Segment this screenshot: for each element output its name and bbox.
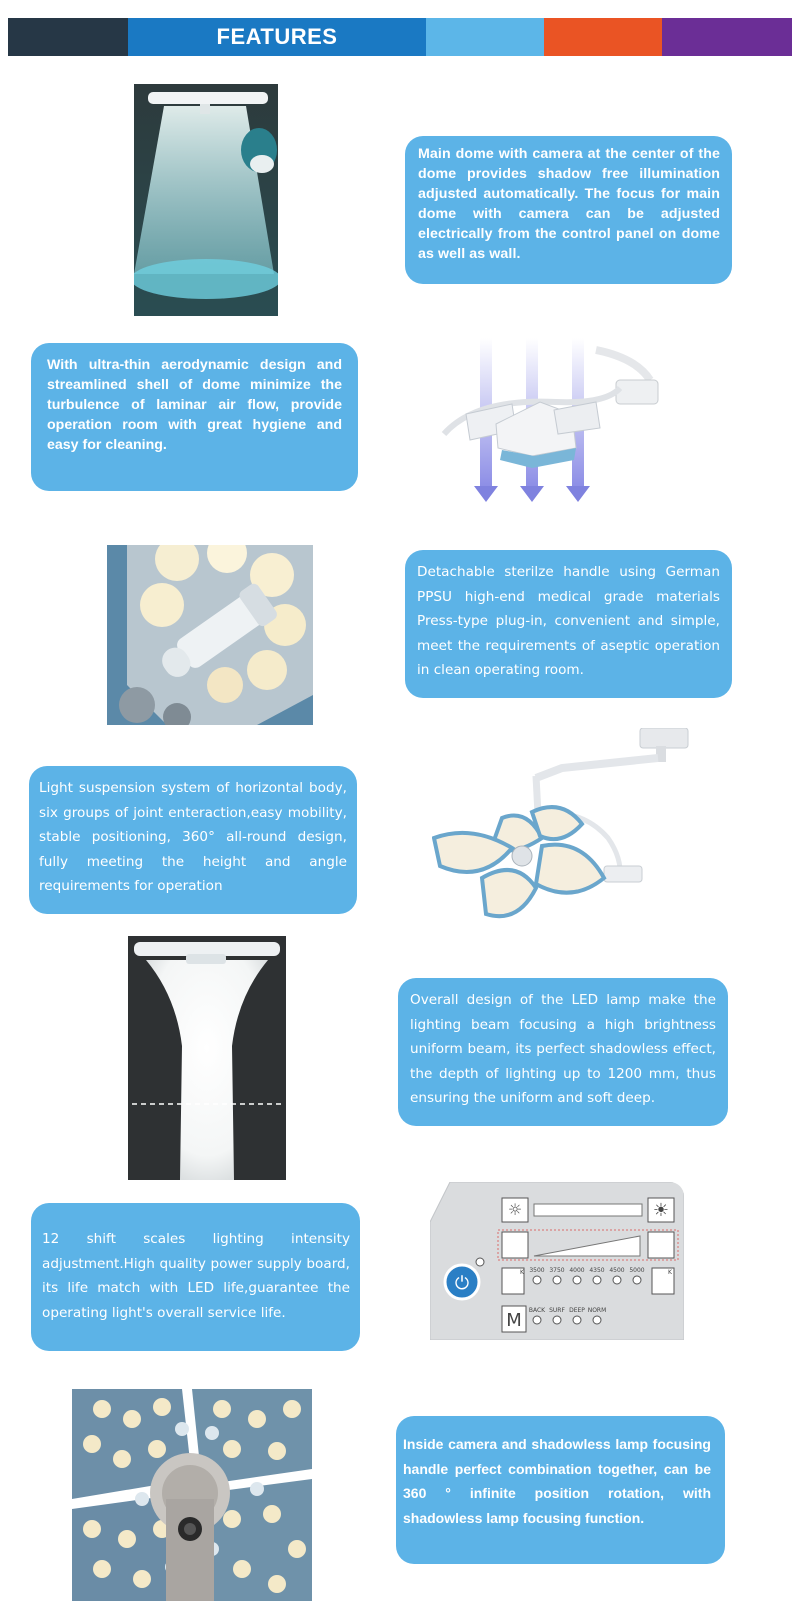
mode-label: BACK	[528, 1307, 546, 1314]
temp-unit-label: K	[520, 1269, 524, 1276]
control-panel-illustration	[430, 1182, 684, 1340]
four-head-lamp-illustration	[432, 728, 704, 928]
handle-closeup-photo	[107, 545, 313, 725]
header-orange-segment	[544, 18, 662, 56]
temp-scale-label: 3750	[549, 1267, 565, 1274]
mode-label: SURF	[549, 1307, 565, 1314]
feature-bubble-1: Main dome with camera at the center of the dome provides shadow free illumination adjusted automatically. The focus for main dome with camera can be adjusted electrically from the control panel on dome as well as wall.	[405, 136, 732, 284]
mode-label: DEEP	[569, 1307, 585, 1314]
temp-scale-label: 4350	[589, 1267, 605, 1274]
feature-bubble-6: 12 shift scales lighting intensity adjustment.High quality power supply board, its life match with LED life,guarantee the operating light's overall service life.	[31, 1203, 360, 1351]
header-title: FEATURES	[128, 18, 426, 56]
feature-bubble-2: With ultra-thin aerodynamic design and streamlined shell of dome minimize the turbulence of laminar air flow, provide operation room with great hygiene and easy for cleaning.	[31, 343, 358, 491]
mode-button-label: M	[506, 1310, 522, 1331]
svg-text:☀: ☀	[652, 1200, 670, 1221]
temp-scale-label: 4500	[609, 1267, 625, 1274]
light-beam-depth-photo	[128, 936, 286, 1180]
header-dark-segment	[8, 18, 128, 56]
svg-text:⏻: ⏻	[454, 1273, 470, 1294]
mode-label: NORM	[587, 1307, 607, 1314]
svg-text:☼: ☼	[507, 1200, 523, 1219]
temp-unit-label: K	[668, 1269, 672, 1276]
feature-bubble-3: Detachable sterilze handle using German PPSU high-end medical grade materials Press-type plug-in, convenient and simple, meet the requirements of aseptic operation in clean operating room.	[405, 550, 732, 698]
temp-scale-label: 3500	[529, 1267, 545, 1274]
header-light-segment	[426, 18, 544, 56]
header-purple-segment	[662, 18, 792, 56]
surgeon-light-photo	[134, 84, 278, 316]
feature-bubble-7: Inside camera and shadowless lamp focusing handle perfect combination together, can be 360 ° infinite position rotation, with shadowless lamp focusing function.	[396, 1416, 725, 1564]
camera-handle-lamp-photo	[72, 1389, 312, 1601]
feature-bubble-5: Overall design of the LED lamp make the lighting beam focusing a high brightness uniform beam, its perfect shadowless effect, the depth of lighting up to 1200 mm, thus ensuring the uniform and soft deep.	[398, 978, 728, 1126]
temp-scale-label: 5000	[629, 1267, 645, 1274]
lamp-airflow-illustration	[436, 338, 676, 508]
temp-scale-label: 4000	[569, 1267, 585, 1274]
feature-bubble-4: Light suspension system of horizontal body, six groups of joint enteraction,easy mobility, stable positioning, 360° all-round design, fully meeting the height and angle requirements for operation	[29, 766, 357, 914]
features-header	[8, 18, 792, 56]
